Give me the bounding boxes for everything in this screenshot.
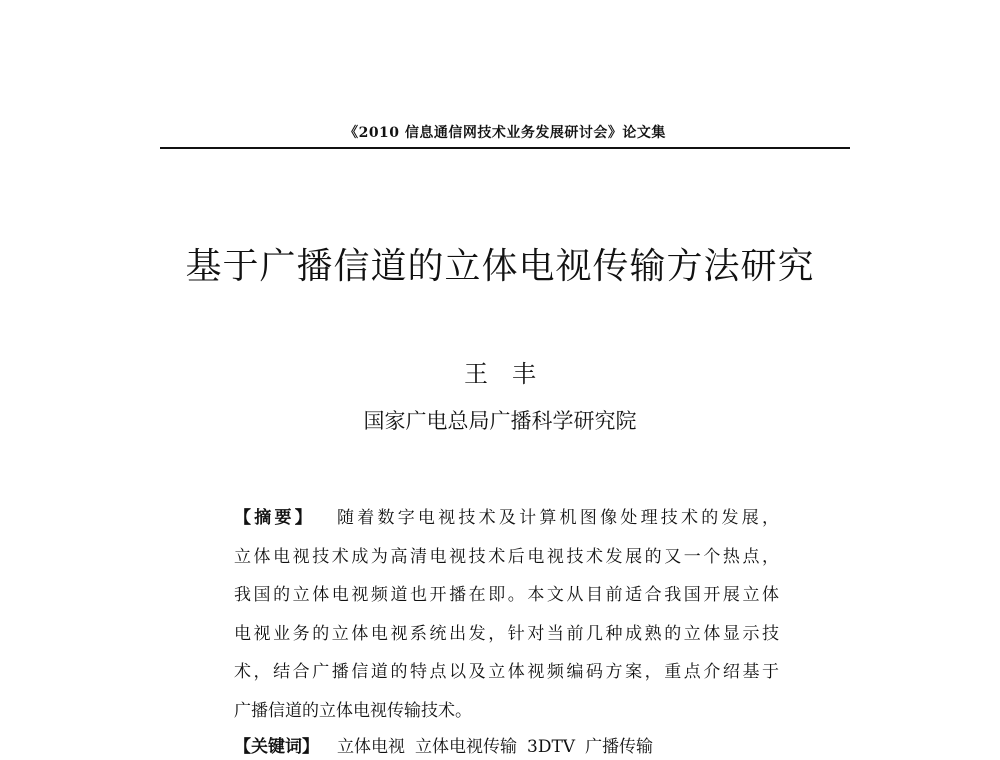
abstract-line: 我国的立体电视频道也开播在即。本文从目前适合我国开展立体: [234, 585, 779, 605]
running-header: 《2010 信息通信网技术业务发展研讨会》论文集: [344, 125, 666, 141]
keywords-label: 【关键词】: [234, 737, 319, 757]
keywords: [234, 735, 794, 759]
author-affiliation: 国家广电总局广播科学研究院: [363, 409, 637, 433]
keyword: 广播传输: [585, 737, 654, 757]
abstract-line: 术，结合广播信道的特点以及立体视频编码方案，重点介绍基于: [234, 662, 779, 682]
abstract-text: 随着数字电视技术及计算机图像处理技术的发展，: [336, 508, 780, 528]
abstract-line: 电视业务的立体电视系统出发，针对当前几种成熟的立体显示技: [234, 623, 779, 644]
keyword: 立体电视: [337, 737, 405, 757]
keyword: 立体电视传输: [415, 737, 517, 757]
paper-title: 基于广播信道的立体电视传输方法研究: [185, 246, 815, 287]
keyword: 3DTV: [527, 737, 576, 757]
abstract-line: 立体电视技术成为高清电视技术后电视技术发展的又一个热点，: [234, 546, 779, 567]
abstract-line: [234, 499, 779, 538]
abstract-line: 广播信道的立体电视传输技术。: [234, 700, 472, 721]
author-name: 王丰: [464, 360, 560, 388]
abstract-label: 【摘要】: [234, 508, 315, 528]
abstract: [234, 499, 779, 730]
header-rule: [160, 147, 850, 149]
